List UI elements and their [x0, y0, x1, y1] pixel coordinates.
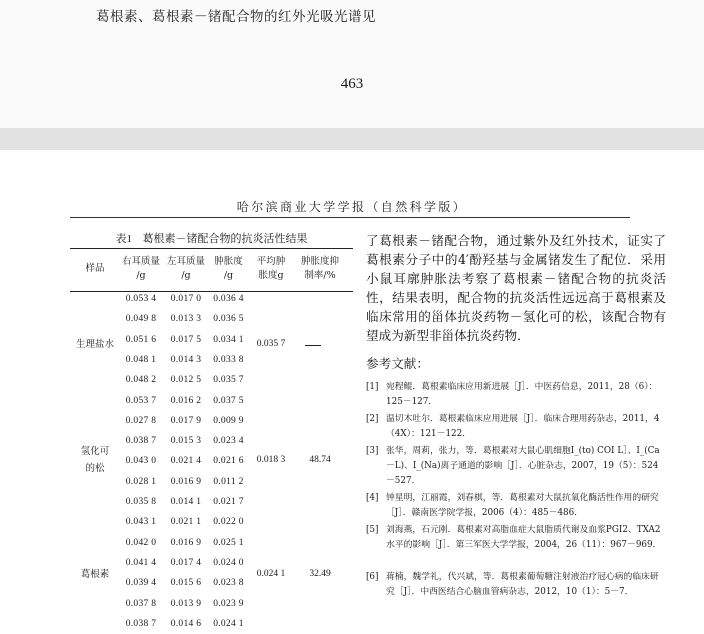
- group-label-hydrocortisone: 氢化可 的松: [80, 446, 110, 474]
- table-cell: 0.043 1: [125, 517, 157, 527]
- table-cell: 0.017 4: [170, 558, 202, 568]
- table-cell: 0.048 1: [125, 355, 157, 365]
- table-cell: 0.009 9: [213, 416, 244, 426]
- table-cell: 0.035 7: [213, 375, 244, 385]
- table-cell: 0.011 2: [213, 477, 244, 487]
- table-cell: 0.015 6: [170, 578, 202, 588]
- table-cell: 0.013 9: [170, 599, 202, 609]
- table-cell: 0.021 1: [170, 517, 202, 527]
- avg-swelling-puerarin: 0.024 1: [256, 569, 286, 579]
- table-top-rule: [70, 248, 353, 249]
- table-label: 表1: [115, 233, 132, 245]
- table-cell: 0.028 1: [125, 477, 157, 487]
- group-label-saline: 生理盐水: [75, 339, 114, 350]
- table-cell: 0.014 1: [170, 497, 202, 507]
- inhibition-puerarin: 32.49: [309, 569, 331, 579]
- avg-swelling-saline: 0.035 7: [256, 339, 286, 349]
- inhibition-saline-dash: [305, 345, 321, 346]
- header-rule: [70, 217, 630, 218]
- table-cell: 0.016 9: [170, 538, 202, 548]
- table-cell: 0.012 5: [170, 375, 202, 385]
- table-cell: 0.021 4: [170, 456, 202, 466]
- table-cell: 0.021 6: [213, 456, 244, 466]
- table-cell: 0.038 7: [125, 436, 157, 446]
- journal-header: 哈尔滨商业大学学报（自然科学版）: [236, 200, 468, 214]
- table-cell: 0.023 9: [213, 599, 244, 609]
- table-cell: 0.043 0: [125, 456, 157, 466]
- table-cell: 0.015 3: [170, 436, 202, 446]
- table-cell: 0.051 6: [125, 335, 157, 345]
- col-header-swelling: 肿胀度 /g: [214, 256, 243, 281]
- inhibition-hydrocortisone: 48.74: [309, 455, 331, 465]
- table-cell: 0.023 4: [213, 436, 244, 446]
- table-cell: 0.041 4: [125, 558, 157, 568]
- table-cell: 0.017 9: [170, 416, 202, 426]
- col-header-left-ear: 左耳质量 /g: [166, 256, 205, 281]
- table-cell: 0.036 4: [213, 294, 244, 304]
- reference-1: [1] 宛程鲲．葛根素临床应用新进展［J］．中医药信息，2011，28（6）：125－127．: [366, 382, 658, 407]
- avg-swelling-hydrocortisone: 0.018 3: [256, 455, 286, 465]
- table-cell: 0.038 7: [125, 619, 157, 629]
- table-title: 葛根素－锗配合物的抗炎活性结果: [142, 232, 308, 245]
- table-cell: 0.017 0: [170, 294, 202, 304]
- table-cell: 0.017 5: [170, 335, 202, 345]
- table-cell: 0.035 8: [125, 497, 157, 507]
- references-heading: 参考文献：: [366, 356, 429, 371]
- table-cell: 0.034 1: [213, 335, 244, 345]
- table-cell: 0.033 8: [213, 355, 244, 365]
- col-header-inhibition: 肿胀度抑 制率/%: [300, 256, 339, 281]
- page-gap: [0, 128, 704, 150]
- table-cell: 0.016 9: [170, 477, 202, 487]
- col-header-right-ear: 右耳质量 /g: [121, 256, 160, 281]
- reference-6: [6] 蒋楠，魏学礼，代兴斌，等．葛根素葡萄糖注射液治疗冠心病的临床研究［J］．中西医结合心脑血管病杂志，2012，10（1）：5－7．: [366, 572, 659, 597]
- group-label-puerarin: 葛根素: [80, 569, 110, 580]
- col-header-avg-swelling: 平均肿 胀度g: [256, 256, 286, 281]
- table-cell: 0.024 1: [213, 619, 244, 629]
- reference-5: [5] 刘海燕，石元刚．葛根素对高脂血症大鼠脂质代谢及血浆PGI2、TXA2水平的影响［J］．第三军医大学学报，2004，26（11）：967－969．: [366, 525, 662, 550]
- col-header-sample: 样品: [85, 263, 105, 274]
- previous-page: [0, 0, 704, 128]
- table-cell: 0.048 2: [125, 375, 157, 385]
- table-cell: 0.042 0: [125, 538, 157, 548]
- table-cell: 0.014 3: [170, 355, 202, 365]
- table-cell: 0.039 4: [125, 578, 157, 588]
- table-cell: 0.037 5: [213, 396, 244, 406]
- body-paragraph: 了葛根素－锗配合物，通过紫外及红外技术，证实了葛根素分子中的4′酚羟基与金属锗发生了配位．采用小鼠耳廓肿胀法考察了葛根素－锗配合物的抗炎活性，结果表明，配合物的抗炎活性远远高于葛根素及临床常用的甾体抗炎药物－氢化可的松，该配合物有望成为新型非甾体抗炎药物．: [366, 233, 666, 343]
- reference-2: [2] 温切木吐尔．葛根素临床应用进展［J］．临床合理用药杂志，2011，4（4X）：121－122．: [366, 414, 660, 439]
- running-title: 葛根素、葛根素－锗配合物的红外光吸光谱见: [96, 9, 376, 25]
- table-cell: 0.036 5: [213, 314, 244, 324]
- reference-4: [4] 钟星明，江丽霞，刘春棋，等．葛根素对大鼠抗氧化酶活性作用的研究［J］．赣南医学院学报，2006（4）：485－486．: [366, 493, 659, 518]
- reference-3: [3] 张华，周莉，张力，等．葛根素对大鼠心肌细胞I_(to) COI L］、I_(Ca－L)、I_(Na)离子通道的影响［J］．心脏杂志，2007，19（5）：524－527．: [366, 446, 660, 486]
- table-caption: [70, 230, 353, 246]
- table-cell: 0.053 7: [125, 396, 157, 406]
- table-cell: 0.053 4: [125, 294, 157, 304]
- table-cell: 0.022 0: [213, 517, 244, 527]
- table-cell: 0.027 8: [125, 416, 157, 426]
- page-number: 463: [340, 76, 364, 92]
- table-cell: 0.021 7: [213, 497, 244, 507]
- table-cell: 0.023 8: [213, 578, 244, 588]
- table-cell: 0.014 6: [170, 619, 202, 629]
- table-cell: 0.037 8: [125, 599, 157, 609]
- table-cell: 0.013 3: [170, 314, 202, 324]
- table-cell: 0.025 1: [213, 538, 244, 548]
- table-cell: 0.024 0: [213, 558, 244, 568]
- table-cell: 0.016 2: [170, 396, 202, 406]
- table-cell: 0.049 8: [125, 314, 157, 324]
